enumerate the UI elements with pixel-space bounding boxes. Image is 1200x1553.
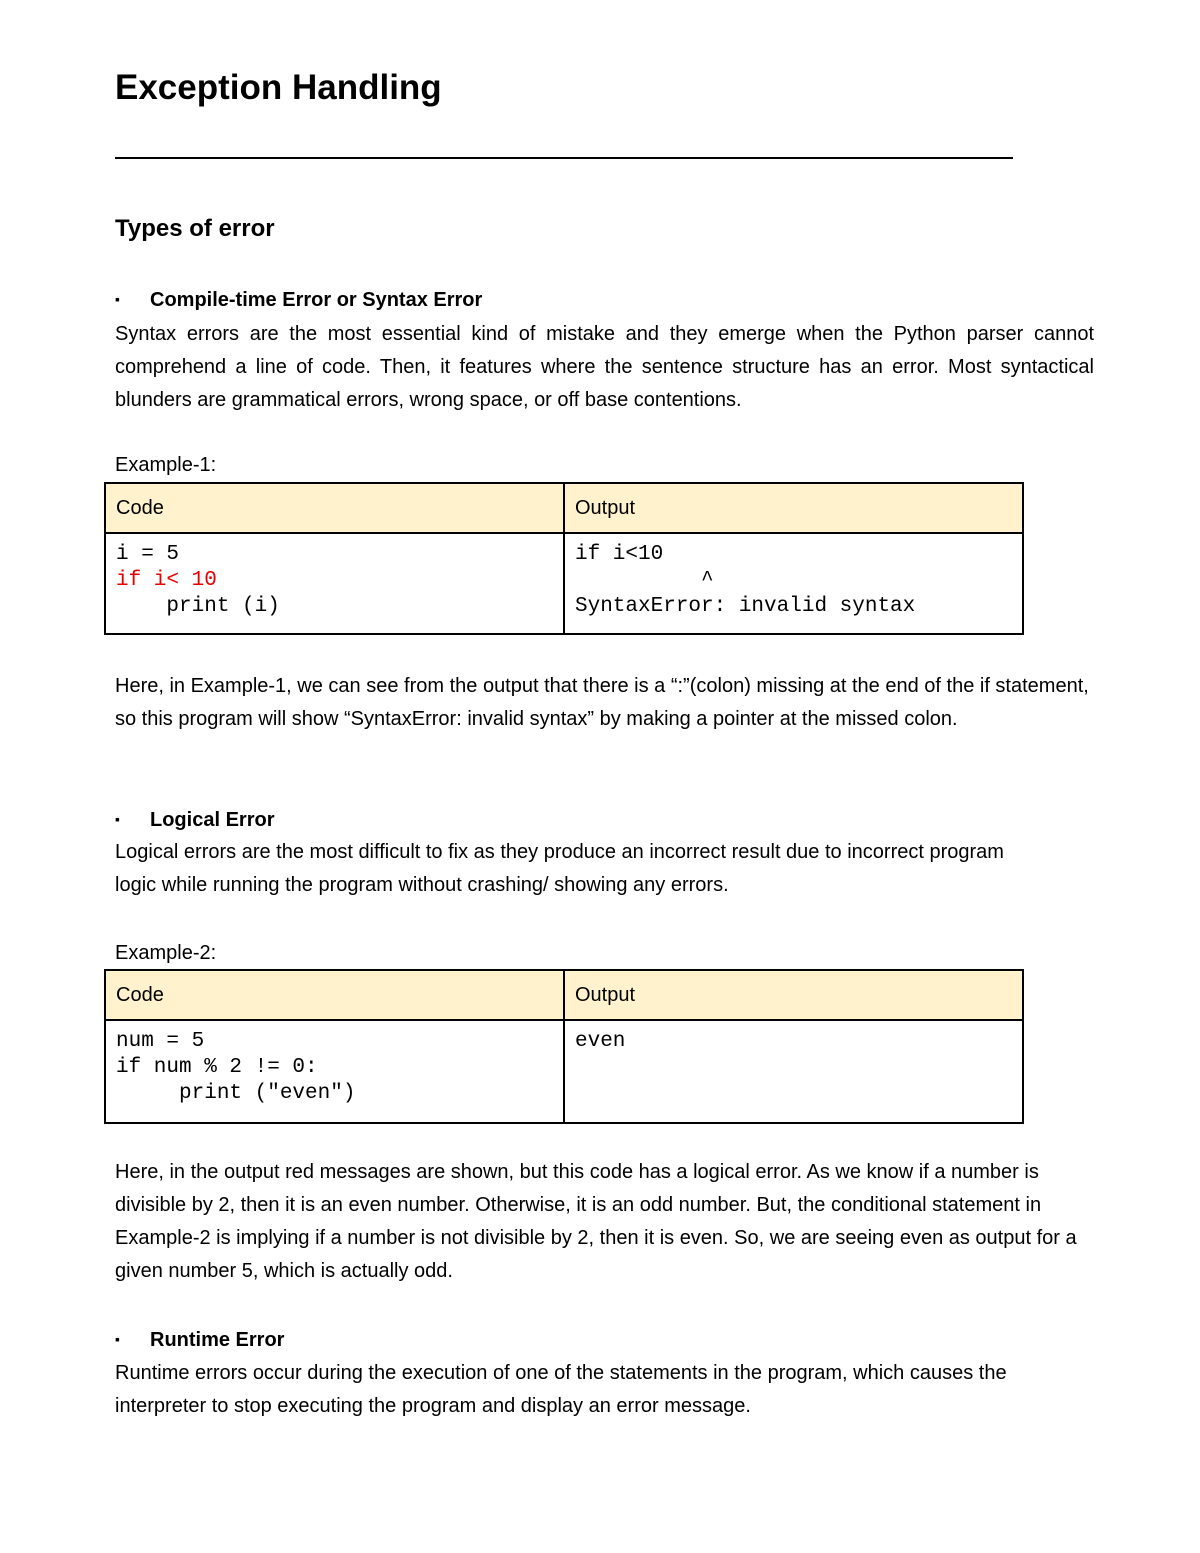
- example-2-table: [104, 969, 1024, 1124]
- code-line: i = 5: [116, 543, 180, 566]
- output-cell: [564, 1020, 1023, 1123]
- table-header-row: [105, 970, 1023, 1020]
- code-line: num = 5: [116, 1030, 205, 1053]
- example-2-label: Example-2:: [115, 942, 217, 964]
- section-title: Types of error: [115, 215, 275, 242]
- bullet-icon: ▪: [115, 1331, 120, 1347]
- code-cell: [105, 1020, 564, 1123]
- runtime-error-heading-text: Runtime Error: [150, 1329, 285, 1351]
- syntax-error-description: Syntax errors are the most essential kind of mistake and they emerge when the Python parser cannot comprehend a line of code. Then, it features where the sentence structure has an error. Most syntactical blunders are grammatical errors, wrong space, or off base contentions.: [115, 323, 1094, 411]
- code-line: if num % 2 != 0:: [116, 1056, 318, 1079]
- code-line: print ("even"): [116, 1082, 356, 1105]
- table-row: [105, 533, 1023, 634]
- bullet-icon: ▪: [115, 811, 120, 827]
- example-1-explanation: Here, in Example-1, we can see from the output that there is a “:”(colon) missing at the end of the if statement, so this program will show “SyntaxError: invalid syntax” by making a pointer at the missed colon.: [115, 675, 1089, 730]
- logical-error-description: Logical errors are the most difficult to fix as they produce an incorrect result due to incorrect program logic while running the program without crashing/ showing any errors.: [115, 841, 1004, 896]
- code-line-error: if i< 10: [116, 569, 217, 592]
- example-2-explanation: Here, in the output red messages are shown, but this code has a logical error. As we know if a number is divisible by 2, then it is an even number. Otherwise, it is an odd number. But, the conditional statement in Example-2 is implying if a number is not divisible by 2, then it is even. So, we are seeing even as output for a given number 5, which is actually odd.: [115, 1161, 1077, 1282]
- code-cell: [105, 533, 564, 634]
- syntax-error-heading-text: Compile-time Error or Syntax Error: [150, 289, 483, 311]
- table-header-row: [105, 483, 1023, 533]
- output-line-caret: ^: [575, 569, 714, 592]
- output-line: even: [575, 1030, 626, 1053]
- logical-error-heading: [115, 805, 274, 834]
- code-line: print (i): [116, 595, 280, 618]
- code-column-header: Code: [105, 483, 564, 533]
- output-line: SyntaxError: invalid syntax: [575, 595, 916, 618]
- logical-error-heading-text: Logical Error: [150, 809, 275, 831]
- output-column-header: Output: [564, 970, 1023, 1020]
- runtime-error-description: Runtime errors occur during the execution of one of the statements in the program, which causes the interpreter to stop executing the program and display an error message.: [115, 1362, 1007, 1417]
- code-column-header: Code: [105, 970, 564, 1020]
- output-cell: [564, 533, 1023, 634]
- example-1-table: [104, 482, 1024, 635]
- bullet-icon: ▪: [115, 291, 120, 307]
- title-divider: [115, 157, 1013, 159]
- runtime-error-heading: [115, 1325, 284, 1354]
- table-row: [105, 1020, 1023, 1123]
- page-title: Exception Handling: [115, 68, 442, 107]
- example-1-label: Example-1:: [115, 454, 217, 476]
- output-line: if i<10: [575, 543, 664, 566]
- syntax-error-heading: [115, 285, 482, 314]
- output-column-header: Output: [564, 483, 1023, 533]
